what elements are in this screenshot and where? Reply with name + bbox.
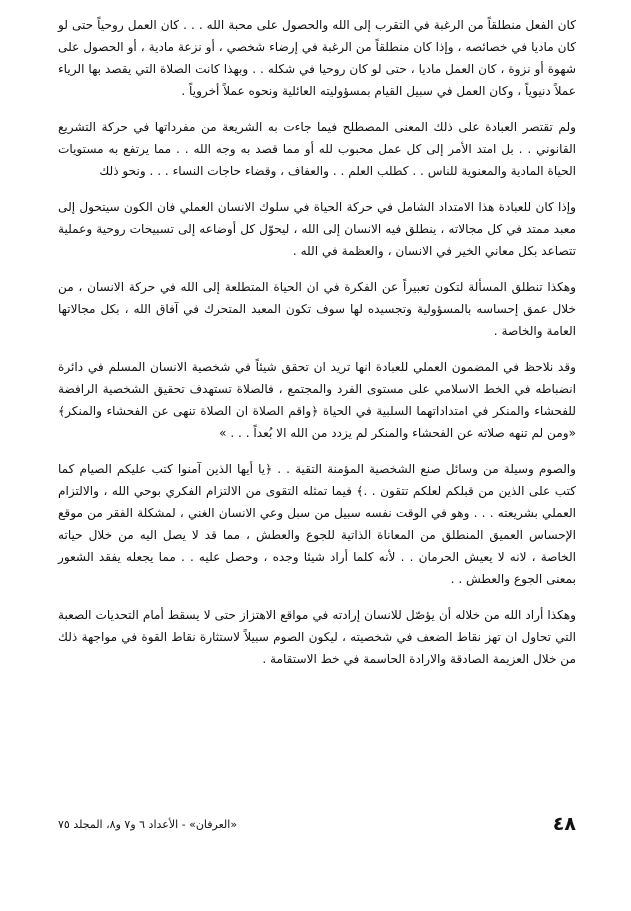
document-page <box>58 14 576 894</box>
page-number: ٤٨ <box>552 813 576 835</box>
paragraph-4: وهكذا تنطلق المسألة لتكون تعبيراً عن الفكرة في ان الحياة المتطلعة إلى الله في حركة الانسان ، من خلال عمق إحساسه بالمسؤولية وتجسيده لها سوف تكون المعبد المتحرك في آفاق الله ، بكل مجالاتها العامة والخاصة . <box>58 280 576 338</box>
paragraph-1: كان الفعل منطلقاً من الرغبة في التقرب إلى الله والحصول على محبة الله . . . كان العمل روحياً حتى لو كان ماديا في خصائصه ، وإذا كان منطلقاً من الرغبة في إرضاء شخصي ، أو نزعة مادية ، أو الحصول على شهوة أو نزوة ، كان العمل ماديا ، حتى لو كان روحيا في شكله . . وبهذا كانت الصلاة التي يقصد بها الرياء عملاً دنيوياً ، وكان العمل في سبيل القيام بمسؤوليته العائلية ونحوه عملاً أخروياً . <box>58 18 576 98</box>
journal-reference: «العرفان» - الأعداد ٦ و٧ و٨، المجلد ٧٥ <box>58 817 238 831</box>
page-footer <box>58 812 576 836</box>
paragraph-5: وقد نلاحظ في المضمون العملي للعبادة انها تريد ان تحقق شيئاً في شخصية الانسان المسلم في دائرة انضباطه في الخط الاسلامي على مستوى الفرد والمجتمع ، فالصلاة تستهدف تحقيق الشخصية الرافضة للفحشاء والمنكر في امتداداتهما السلبية في الحياة ﴿واقم الصلاة ان الصلاة تنهى عن الفحشاء والمنكر﴾ «ومن لم تنهه صلاته عن الفحشاء والمنكر لم يزدد من الله الا بُعداً . . . » <box>58 360 576 440</box>
paragraph-7: وهكذا أراد الله من خلاله أن يؤصّل للانسان إرادته في مواقع الاهتزاز حتى لا يسقط أمام التحديات الصعبة التي تحاول ان تهز نقاط الضعف في شخصيته ، ليكون الصوم سبيلاً لاستثارة نقاط القوة في مواجهة ذلك من خلال العزيمة الصادقة والارادة الحاسمة في خط الاستقامة . <box>58 608 576 666</box>
paragraph-3: وإذا كان للعبادة هذا الامتداد الشامل في حركة الحياة في سلوك الانسان العملي فان الكون سيتحول إلى معبد ممتد في كل مجالاته ، ينطلق فيه الانسان إلى الله ، ليحوّل كل أوضاعه إلى تسبيحات روحية وعملية تتصاعد بكل معاني الخير في الانسان ، والعظمة في الله . <box>58 200 576 258</box>
paragraph-2: ولم تقتصر العبادة على ذلك المعنى المصطلح فيما جاءت به الشريعة من مفرداتها في حركة التشريع القانوني . . بل امتد الأمر إلى كل عمل محبوب لله أو مما قصد به وجه الله . . مما يرتفع به مستويات الحياة المادية والمعنوية للناس . . كطلب العلم . . والعفاف ، وقضاء حاجات النساء . . . ونحو ذلك <box>58 120 576 178</box>
paragraph-6: والصوم وسيلة من وسائل صنع الشخصية المؤمنة التقية . . ﴿يا أيها الذين آمنوا كتب عليكم الصيام كما كتب على الذين من قبلكم لعلكم تتقون . .﴾ فيما تمثله التقوى من الالتزام الفكري بوحي الله ، والالتزام العملي بشريعته . . . وهو في الوقت نفسه سبيل من سبل وعي الانسان الغني ، لمشكلة الفقر من موقع الإحساس العميق المنطلق من المعاناة الذاتية للجوع والعطش ، مما قد لا يصل اليه من خلال حياته الخاصة ، لانه لا يعيش الحرمان . . لأنه كلما أراد شيئا وجده ، وحصل عليه . . مما يجعله يفقد الشعور بمعنى الجوع والعطش . . <box>58 462 576 586</box>
